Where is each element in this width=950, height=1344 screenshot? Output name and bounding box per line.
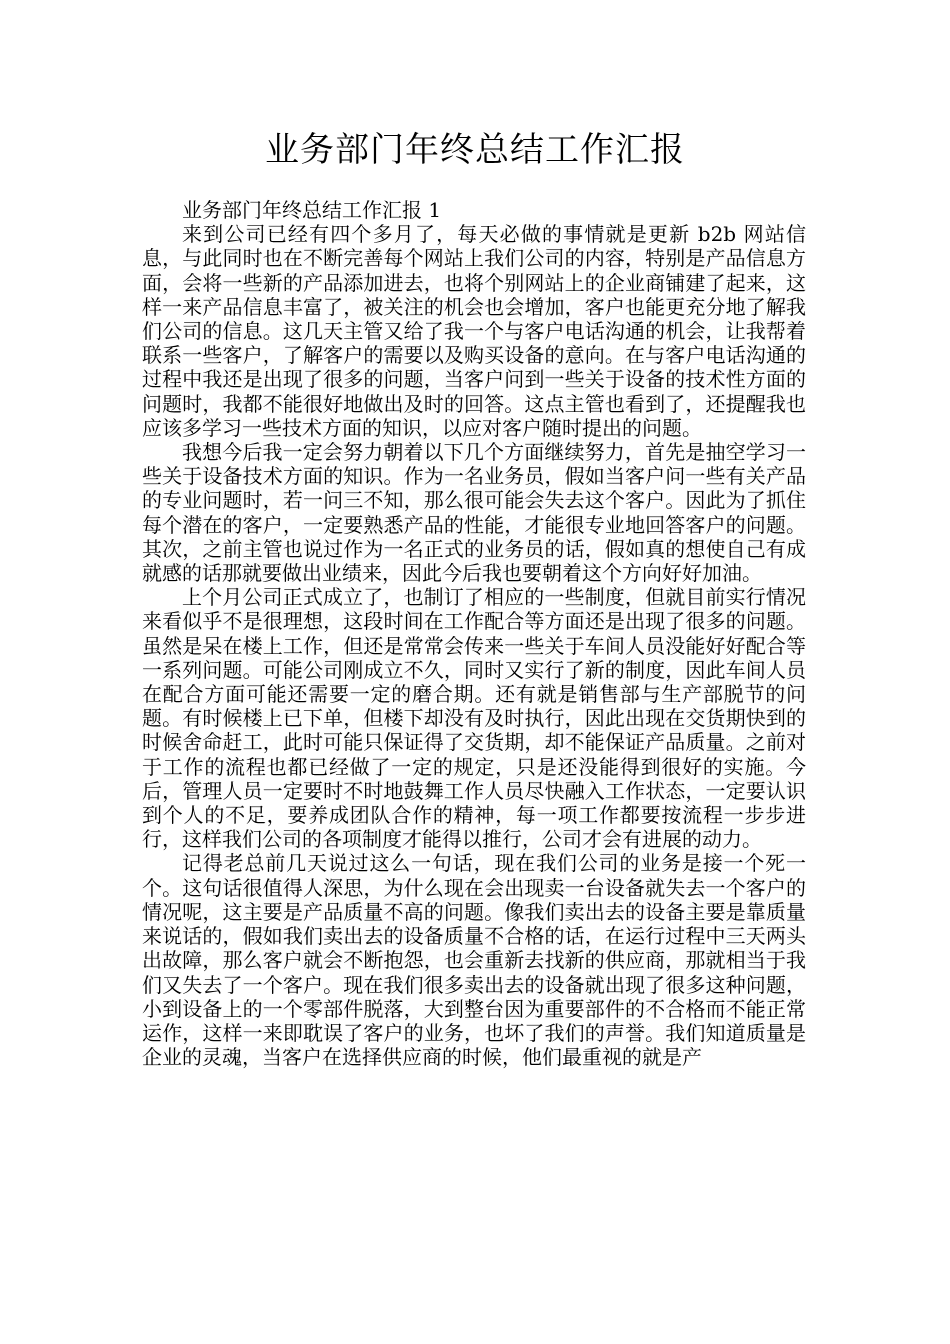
section-heading: 业务部门年终总结工作汇报 1 xyxy=(182,198,442,222)
paragraph-2: 我想今后我一定会努力朝着以下几个方面继续努力，首先是抽空学习一些关于设备技术方面的知识。作为一名业务员，假如当客户问一些有关产品的专业问题时，若一问三不知，那么很可能会失去这个客户。因此为了抓住每个潜在的客户，一定要熟悉产品的性能，才能很专业地回答客户的问题。其次，之前主管也说过作为一名正式的业务员的话，假如真的想使自己有成就感的话那就要做出业绩来，因此今后我也要朝着这个方向好好加油。 xyxy=(142,440,806,586)
document-body xyxy=(142,198,806,1069)
paragraph-3: 上个月公司正式成立了，也制订了相应的一些制度，但就目前实行情况来看似乎不是很理想，这段时间在工作配合等方面还是出现了很多的问题。虽然是呆在楼上工作，但还是常常会传来一些关于车间人员没能好好配合等一系列问题。可能公司刚成立不久，同时又实行了新的制度，因此车间人员在配合方面可能还需要一定的磨合期。还有就是销售部与生产部脱节的问题。有时候楼上已下单，但楼下却没有及时执行，因此出现在交货期快到的时候舍命赶工，此时可能只保证得了交货期，却不能保证产品质量。之前对于工作的流程也都已经做了一定的规定，只是还没能得到很好的实施。今后，管理人员一定要时不时地鼓舞工作人员尽快融入工作状态，一定要认识到个人的不足，要养成团队合作的精神，每一项工作都要按流程一步步进行，这样我们公司的各项制度才能得以推行，公司才会有进展的动力。 xyxy=(142,585,806,852)
paragraph-1: 来到公司已经有四个多月了，每天必做的事情就是更新 b2b 网站信息，与此同时也在不断完善每个网站上我们公司的内容，特别是产品信息方面，会将一些新的产品添加进去，也将个别网站上的企业商铺建了起来，这样一来产品信息丰富了，被关注的机会也会增加，客户也能更充分地了解我们公司的信息。这几天主管又给了我一个与客户电话沟通的机会，让我帮着联系一些客户，了解客户的需要以及购买设备的意向。在与客户电话沟通的过程中我还是出现了很多的问题，当客户问到一些关于设备的技术性方面的问题时，我都不能很好地做出及时的回答。这点主管也看到了，还提醒我也应该多学习一些技术方面的知识，以应对客户随时提出的问题。 xyxy=(142,222,806,440)
document-title: 业务部门年终总结工作汇报 xyxy=(265,130,685,170)
paragraph-4: 记得老总前几天说过这么一句话，现在我们公司的业务是接一个死一个。这句话很值得人深思，为什么现在会出现卖一台设备就失去一个客户的情况呢，这主要是产品质量不高的问题。像我们卖出去的设备主要是靠质量来说话的，假如我们卖出去的设备质量不合格的话，在运行过程中三天两头出故障，那么客户就会不断抱怨，也会重新去找新的供应商，那就相当于我们又失去了一个客户。现在我们很多卖出去的设备就出现了很多这种问题，小到设备上的一个零部件脱落，大到整台因为重要部件的不合格而不能正常运作，这样一来即耽误了客户的业务，也坏了我们的声誉。我们知道质量是企业的灵魂，当客户在选择供应商的时候，他们最重视的就是产 xyxy=(142,851,806,1070)
